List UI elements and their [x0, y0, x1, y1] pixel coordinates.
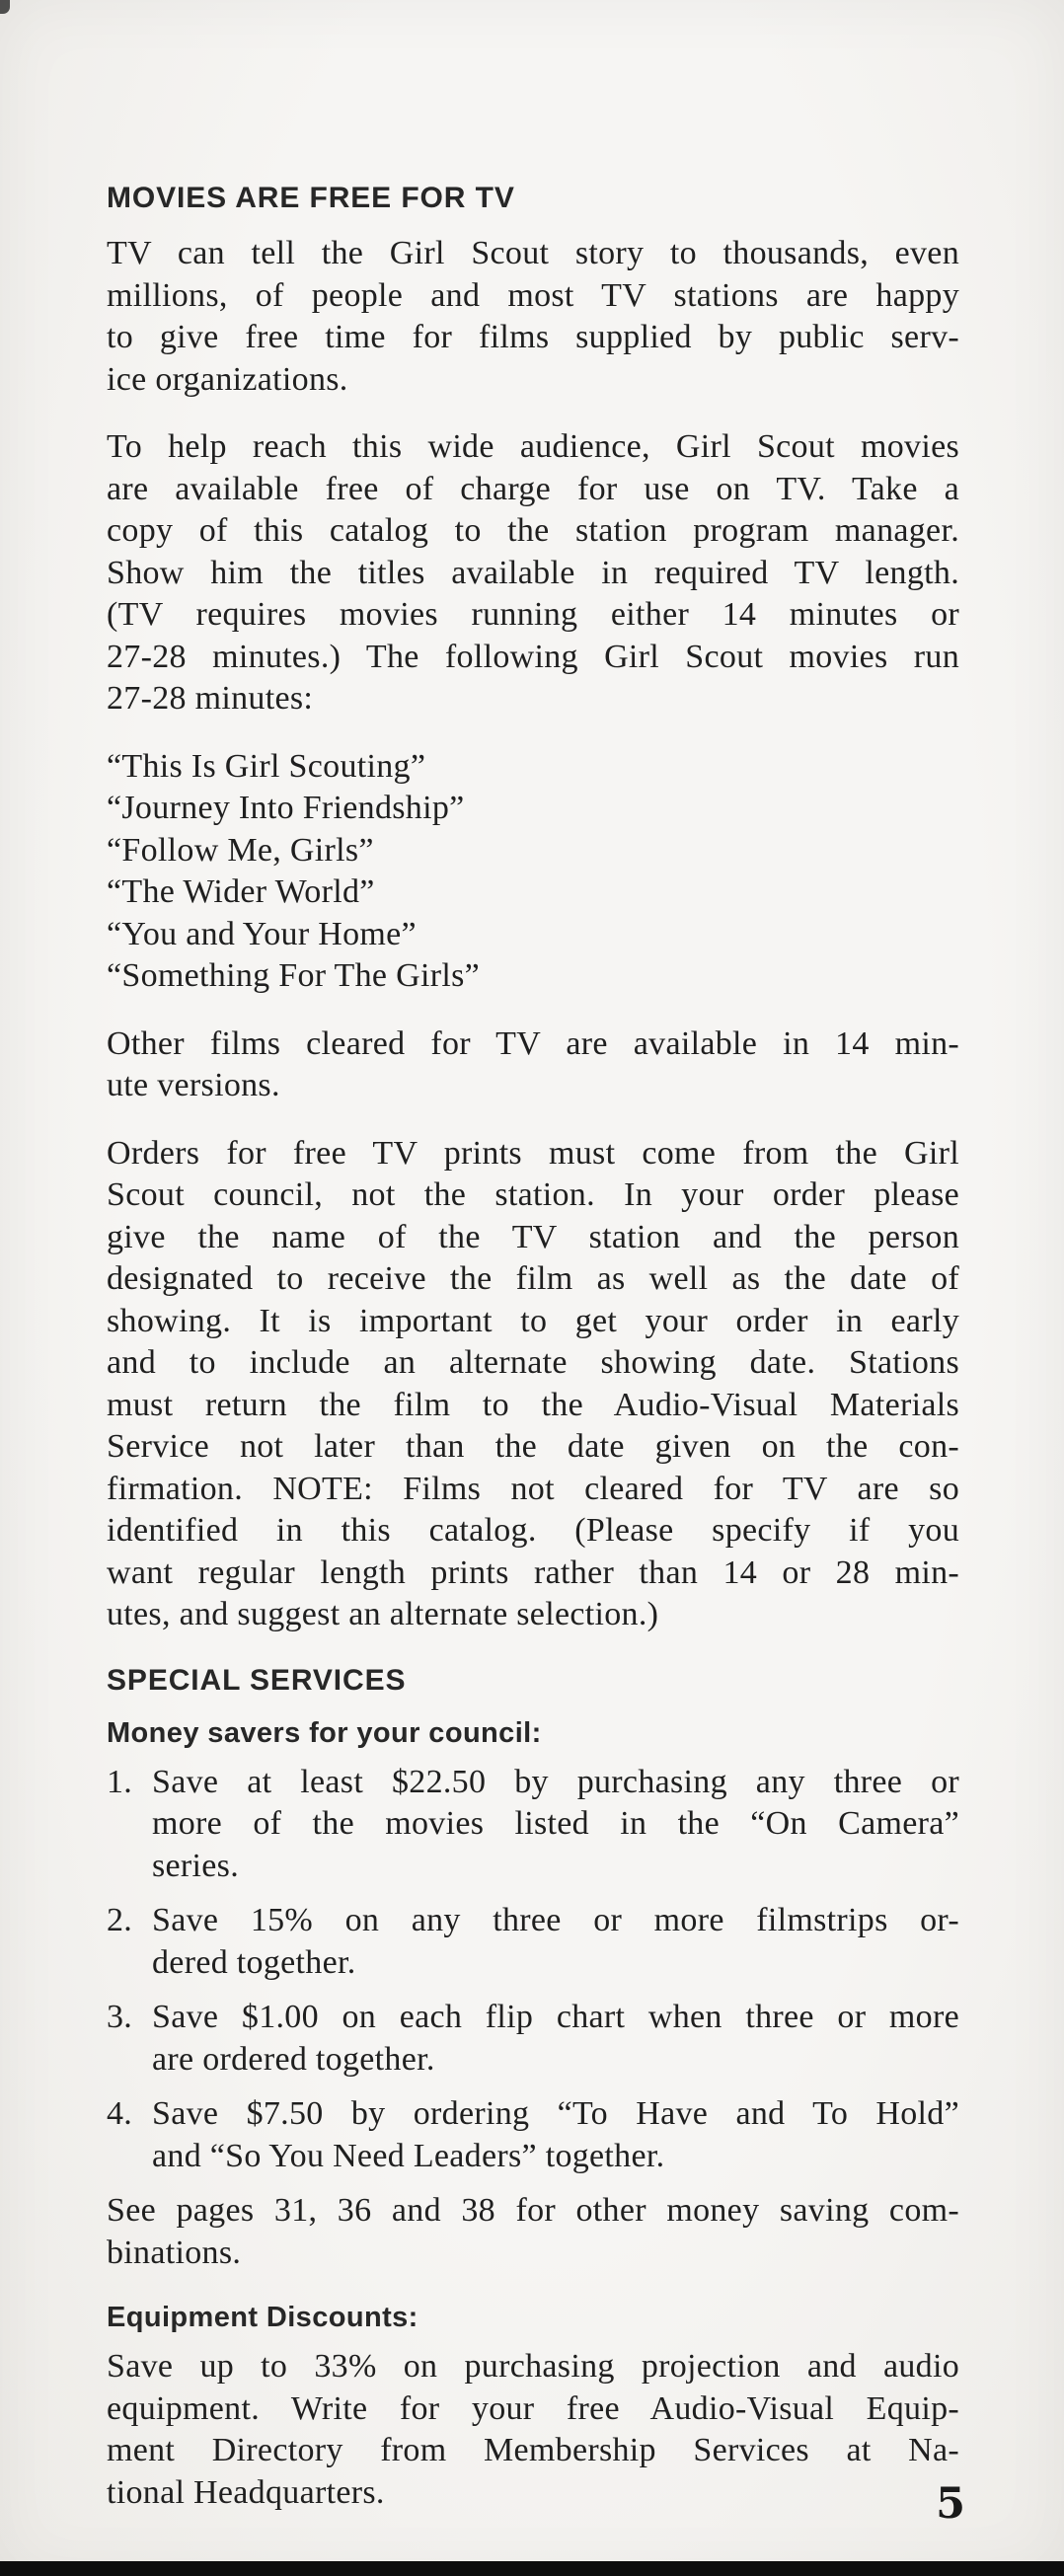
text-line: Service not later than the date given on the con- [107, 1428, 959, 1465]
numbered-list-item [107, 1900, 959, 1984]
film-title: “This Is Girl Scouting” [107, 747, 426, 785]
paragraph [107, 1023, 959, 1107]
paragraph [107, 1133, 959, 1636]
text-line: Scout council, not the station. In your order please [107, 1176, 959, 1213]
sub-heading: Equipment Discounts: [107, 2302, 418, 2333]
text-line: dered together. [152, 1943, 356, 1981]
list-item-text [152, 1762, 959, 1888]
text-line: To help reach this wide audience, Girl Scout movies [107, 428, 959, 465]
text-line: firmation. NOTE: Films not cleared for TV are so [107, 1470, 959, 1507]
text-line: binations. [107, 2234, 242, 2271]
text-line: ute versions. [107, 1067, 280, 1103]
text-line: want regular length prints rather than 14 or 28 min- [107, 1553, 959, 1591]
paragraph [107, 233, 959, 401]
section-heading: SPECIAL SERVICES [107, 1663, 407, 1697]
text-line: See pages 31, 36 and 38 for other money saving com- [107, 2192, 959, 2229]
scan-corner-artifact [0, 0, 10, 14]
text-line: identified in this catalog. (Please specify if you [107, 1512, 959, 1549]
text-line: showing. It is important to get your order in early [107, 1302, 959, 1339]
text-line: ice organizations. [107, 360, 348, 398]
text-line: Save 15% on any three or more filmstrips or- [152, 1902, 959, 1938]
text-line: 27-28 minutes.) The following Girl Scout movies run [107, 638, 959, 675]
text-line: Show him the titles available in required TV length. [107, 554, 959, 591]
text-line: tional Headquarters. [107, 2473, 385, 2511]
numbered-list-item [107, 1997, 959, 2081]
film-title: “Journey Into Friendship” [107, 790, 465, 826]
paragraph [107, 2346, 959, 2514]
text-line: Save at least $22.50 by purchasing any three or [152, 1763, 959, 1800]
text-line: millions, of people and most TV stations are happy [107, 276, 959, 314]
film-title: “Something For The Girls” [107, 957, 480, 994]
text-line: ment Directory from Membership Services at Na- [107, 2432, 959, 2468]
text-line: and “So You Need Leaders” together. [152, 2137, 665, 2174]
text-line: equipment. Write for your free Audio-Visual Equip- [107, 2389, 959, 2427]
sub-heading: Money savers for your council: [107, 1716, 542, 1749]
paragraph [107, 2190, 959, 2274]
film-title: “Follow Me, Girls” [107, 831, 374, 869]
text-line: are available free of charge for use on TV. Take a [107, 470, 959, 507]
list-item-text [152, 1900, 959, 1984]
text-line: Other films cleared for TV are available in 14 min- [107, 1024, 959, 1062]
text-line: Save up to 33% on purchasing projection and audio [107, 2348, 959, 2385]
text-line: (TV requires movies running either 14 minutes or [107, 596, 959, 633]
scan-bottom-bar [0, 2561, 1064, 2576]
list-item-number: 4. [107, 2095, 133, 2132]
text-line: are ordered together. [152, 2040, 435, 2078]
numbered-list-item [107, 2093, 959, 2177]
page-number: 5 [936, 2479, 965, 2529]
text-line: copy of this catalog to the station program manager. [107, 512, 959, 549]
text-line: give the name of the TV station and the person [107, 1218, 959, 1255]
text-line: more of the movies listed in the “On Camera” [152, 1805, 959, 1842]
list-item-number: 3. [107, 1999, 133, 2035]
page-content [107, 174, 959, 2539]
list-item-text [152, 1997, 959, 2081]
text-line: utes, and suggest an alternate selection.) [107, 1596, 659, 1632]
text-line: 27-28 minutes: [107, 680, 314, 717]
list-item-text [152, 2093, 959, 2177]
text-line: Orders for free TV prints must come from the Girl [107, 1134, 959, 1172]
film-title: “You and Your Home” [107, 915, 417, 952]
text-line: and to include an alternate showing date. Stations [107, 1344, 959, 1381]
text-line: TV can tell the Girl Scout story to thousands, even [107, 235, 959, 271]
text-line: must return the film to the Audio-Visual Materials [107, 1386, 959, 1423]
text-line: series. [152, 1847, 240, 1884]
numbered-list-item [107, 1762, 959, 1888]
film-title-list [107, 746, 959, 998]
list-item-number: 1. [107, 1763, 133, 1800]
text-line: Save $1.00 on each flip chart when three or more [152, 1999, 959, 2035]
list-item-number: 2. [107, 1902, 133, 1938]
text-line: designated to receive the film as well as the date of [107, 1260, 959, 1297]
section-heading: MOVIES ARE FREE FOR TV [107, 182, 515, 214]
text-line: to give free time for films supplied by public serv- [107, 319, 959, 355]
paragraph [107, 426, 959, 720]
film-title: “The Wider World” [107, 873, 375, 910]
text-line: Save $7.50 by ordering “To Have and To Hold” [152, 2095, 959, 2132]
